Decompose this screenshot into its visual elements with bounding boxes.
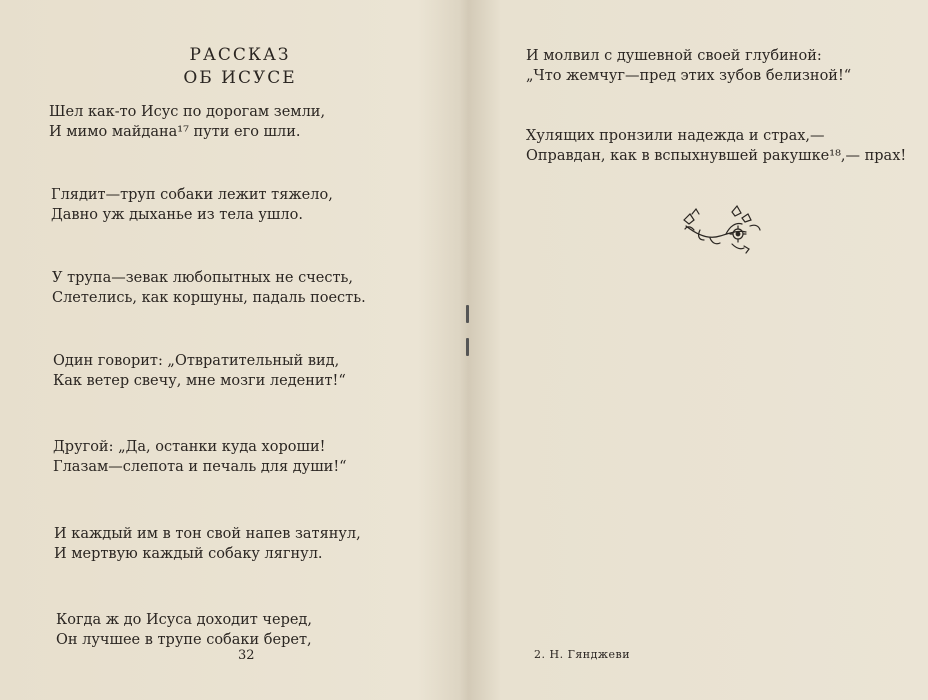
poem-title-line-2: ОБ ИСУСЕ <box>183 68 297 88</box>
signature-mark <box>534 648 630 661</box>
verse-line: Оправдан, как в вспыхнувшей ракушке¹⁸,— прах! <box>526 148 907 164</box>
signature-number: 2. <box>534 648 546 661</box>
stanza-7 <box>56 610 312 650</box>
verse-line: Давно уж дыханье из тела ушло. <box>51 207 303 223</box>
verse-line: Когда ж до Исуса доходит черед, <box>56 612 312 628</box>
stanza-5 <box>53 437 347 477</box>
verse-line: У трупа—зевак любопытных не счесть, <box>52 270 354 286</box>
stanza-1 <box>49 102 325 142</box>
verse-line: И молвил с душевной своей глубиной: <box>526 48 822 64</box>
verse-line: И каждый им в тон свой напев затянул, <box>54 526 361 542</box>
verse-line: Он лучшее в трупе собаки берет, <box>56 632 312 648</box>
page-number: 32 <box>238 648 255 663</box>
staple-mark <box>466 305 469 323</box>
poem-title <box>140 44 340 90</box>
stanza-9 <box>526 126 906 166</box>
verse-line: И мертвую каждый собаку лягнул. <box>54 546 323 562</box>
verse-line: Как ветер свечу, мне мозги леденит!“ <box>53 373 346 389</box>
stanza-4 <box>53 351 346 391</box>
floral-vignette-icon <box>680 200 765 256</box>
verse-line: Хулящих пронзили надежда и страх,— <box>526 128 825 144</box>
verse-line: Шел как-то Исус по дорогам земли, <box>49 104 326 120</box>
verse-line: „Что жемчуг—пред этих зубов белизной!“ <box>526 68 852 84</box>
signature-text: Н. Гянджеви <box>549 648 631 661</box>
right-page <box>470 0 928 700</box>
staple-mark <box>466 338 469 356</box>
stanza-3 <box>52 268 366 308</box>
verse-line: Один говорит: „Отвратительный вид, <box>53 353 340 369</box>
verse-line: Слетелись, как коршуны, падаль поесть. <box>52 290 366 306</box>
verse-line: Другой: „Да, останки куда хороши! <box>53 439 326 455</box>
verse-line: И мимо майдана¹⁷ пути его шли. <box>49 124 301 140</box>
poem-title-line-1: РАССКАЗ <box>189 45 291 65</box>
stanza-2 <box>51 185 333 225</box>
stanza-8 <box>526 46 851 86</box>
stanza-6 <box>54 524 361 564</box>
verse-line: Глядит—труп собаки лежит тяжело, <box>51 187 333 203</box>
verse-line: Глазам—слепота и печаль для души!“ <box>53 459 347 475</box>
